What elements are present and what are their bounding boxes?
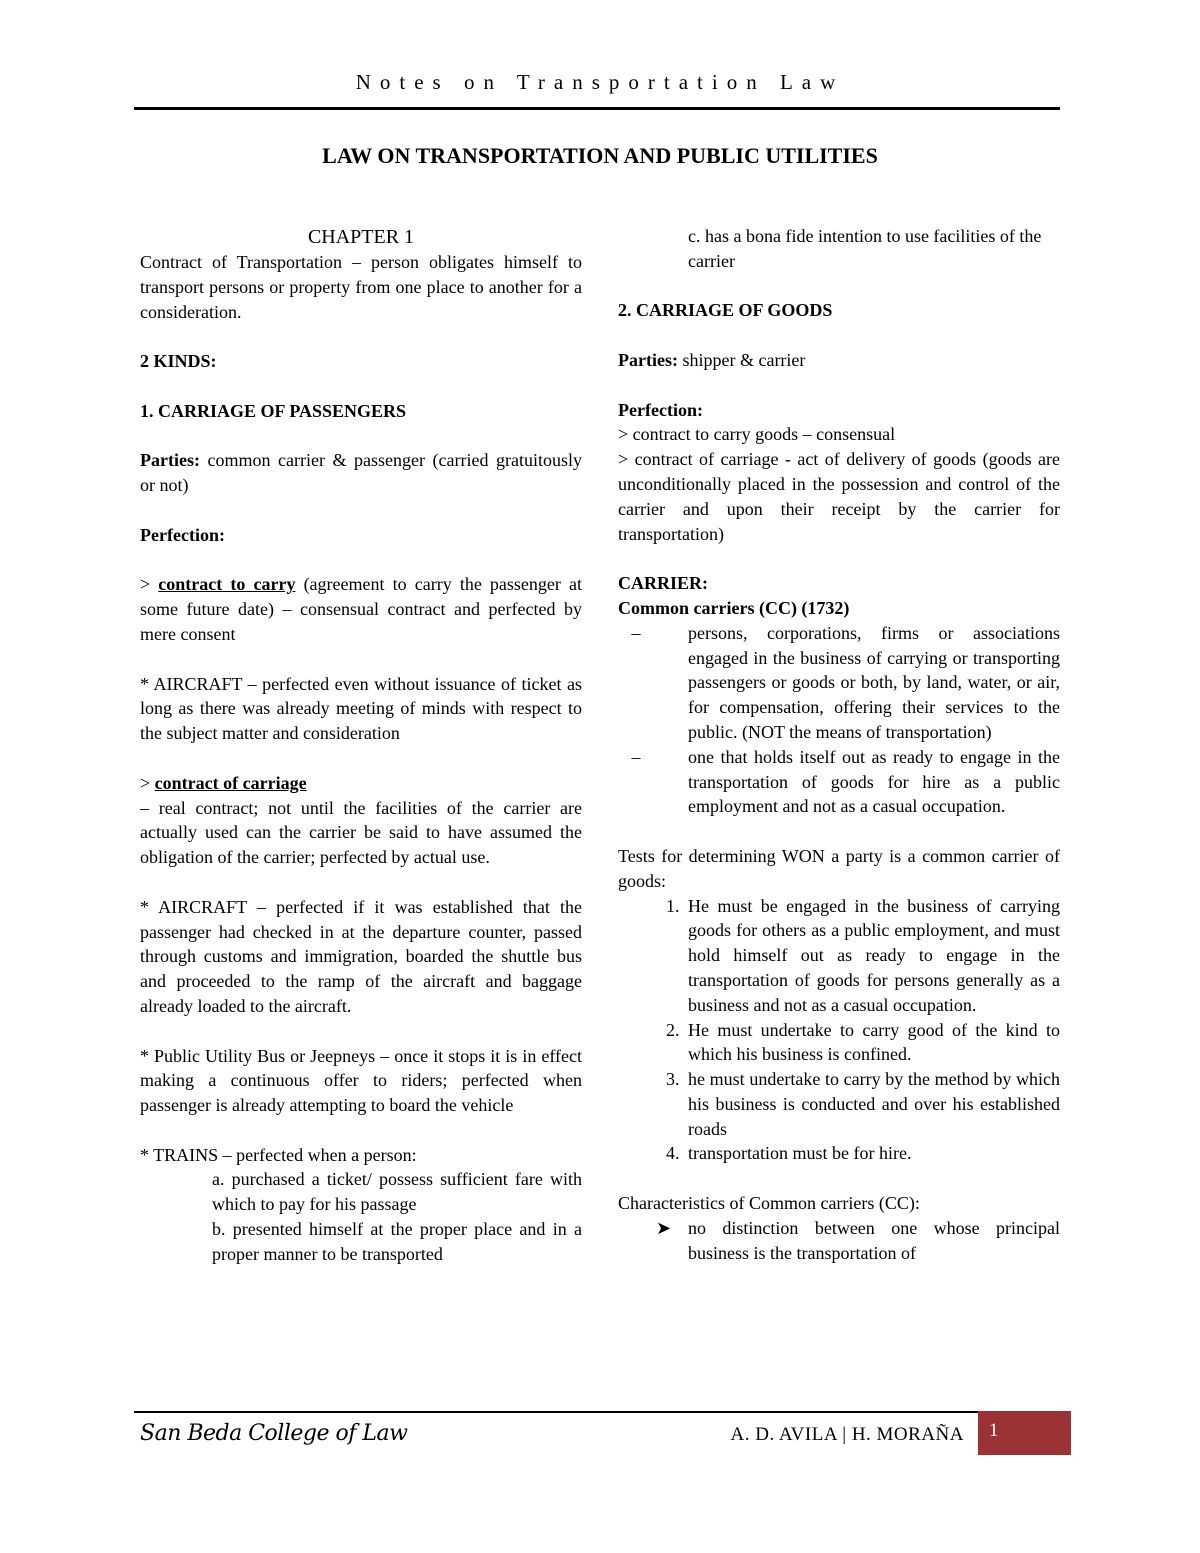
tests-list bbox=[618, 894, 1060, 1167]
list-item: 1. He must be engaged in the business of carrying goods for others as a public employment, and must hold himself out as ready to engage in the transportation of goods for persons generally as a business and not as a casual occupation. bbox=[666, 895, 1060, 1015]
arrow-bullet-icon: ➤ bbox=[656, 1217, 672, 1238]
train-item-a: a. purchased a ticket/ possess sufficient fare with which to pay for his passage bbox=[212, 1169, 582, 1215]
characteristics-intro: Characteristics of Common carriers (CC): bbox=[618, 1193, 920, 1214]
train-item-c: c. has a bona fide intention to use facilities of the carrier bbox=[688, 226, 1042, 271]
page-number-box bbox=[978, 1411, 1071, 1455]
list-item: 3. he must undertake to carry by the method by which his business is conducted and over his established roads bbox=[666, 1069, 1060, 1139]
chapter-heading: CHAPTER 1 bbox=[307, 226, 415, 248]
parties-label: Parties: bbox=[140, 450, 200, 471]
list-item: – persons, corporations, firms or associations engaged in the business of carrying or transporting passengers or goods or both, by land, water, or air, for compensation, offering their services to the public. (NOT the means of transportation) bbox=[618, 621, 1060, 745]
kinds-heading: 2 KINDS: bbox=[140, 351, 217, 372]
characteristics-list bbox=[618, 1216, 1060, 1266]
trains-note: * TRAINS – perfected when a person: bbox=[140, 1144, 417, 1165]
tests-intro: Tests for determining WON a party is a common carrier of goods: bbox=[618, 845, 1060, 891]
parties-text: shipper & carrier bbox=[677, 349, 806, 370]
carriage-passengers-heading: 1. CARRIAGE OF PASSENGERS bbox=[140, 400, 407, 421]
contract-definition: Contract of Transportation – person obligates himself to transport persons or property from one place to another for a consideration. bbox=[140, 252, 582, 322]
train-item-b: b. presented himself at the proper place and in a proper manner to be transported bbox=[212, 1219, 582, 1264]
perfection-heading: Perfection: bbox=[140, 524, 225, 545]
contract-of-carriage-term: contract of carriage bbox=[154, 772, 307, 793]
contract-to-carry-paragraph bbox=[140, 572, 582, 646]
carriage-goods-heading: 2. CARRIAGE OF GOODS bbox=[618, 300, 833, 321]
list-item: 2. He must undertake to carry good of the kind to which his business is confined. bbox=[666, 1019, 1060, 1065]
list-item: ➤ no distinction between one whose principal business is the transportation of bbox=[618, 1216, 1060, 1266]
footer-authors: A. D. AVILA | H. MORAÑA bbox=[730, 1424, 964, 1445]
bullet-prefix: > bbox=[140, 772, 155, 793]
bullet-prefix: > bbox=[140, 574, 159, 595]
page-number: 1 bbox=[989, 1420, 999, 1441]
aircraft-note-2: * AIRCRAFT – perfected if it was established that the passenger had checked in at the departure counter, passed through customs and immigration, boarded the shuttle bus and proceeded to the ramp of the aircraft and baggage already loaded to the aircraft. bbox=[140, 896, 582, 1016]
right-column bbox=[618, 224, 1060, 1265]
list-item: 4. transportation must be for hire. bbox=[666, 1143, 912, 1164]
goods-perfection-heading: Perfection: bbox=[618, 399, 703, 420]
aircraft-note-1: * AIRCRAFT – perfected even without issuance of ticket as long as there was already meeting of minds with respect to the subject matter and consideration bbox=[140, 673, 582, 744]
goods-perfection-1: > contract to carry goods – consensual bbox=[618, 424, 896, 445]
goods-perfection-2: > contract of carriage - act of delivery of goods (goods are unconditionally placed in the possession and control of the carrier and upon their receipt by the carrier for transportation) bbox=[618, 449, 1060, 544]
footer-rule bbox=[134, 1411, 980, 1413]
parties-label: Parties: bbox=[618, 349, 678, 370]
contract-of-carriage-text: – real contract; not until the facilities of the carrier are actually used can the carrier be said to have assumed the obligation of the carrier; perfected by actual use. bbox=[140, 797, 582, 868]
dash-bullet: – bbox=[618, 622, 641, 643]
contract-of-carriage-paragraph bbox=[140, 771, 582, 870]
contract-to-carry-text: (agreement to carry the passenger at some future date) – consensual contract and perfected by mere consent bbox=[140, 574, 583, 644]
running-header: Notes on Transportation Law bbox=[355, 70, 845, 94]
goods-parties bbox=[618, 348, 1060, 373]
dash-bullet: – bbox=[618, 746, 641, 767]
common-carrier-definitions bbox=[618, 621, 1060, 819]
contract-to-carry-term: contract to carry bbox=[158, 574, 296, 595]
left-column bbox=[140, 224, 582, 1267]
parties-text: common carrier & passenger (carried gratuitously or not) bbox=[140, 450, 582, 496]
passenger-parties bbox=[140, 448, 582, 498]
bus-note: * Public Utility Bus or Jeepneys – once it stops it is in effect making a continuous offer to riders; perfected when passenger is already attempting to board the vehicle bbox=[140, 1045, 582, 1116]
common-carriers-heading: Common carriers (CC) (1732) bbox=[618, 597, 850, 618]
carrier-heading: CARRIER: bbox=[618, 573, 708, 594]
list-item: – one that holds itself out as ready to engage in the transportation of goods for hire as a public employment and not as a casual occupation. bbox=[618, 745, 1060, 819]
header-rule bbox=[134, 107, 1060, 110]
college-name: San Beda College of Law bbox=[140, 1421, 408, 1446]
document-title: LAW ON TRANSPORTATION AND PUBLIC UTILITIES bbox=[322, 143, 878, 168]
